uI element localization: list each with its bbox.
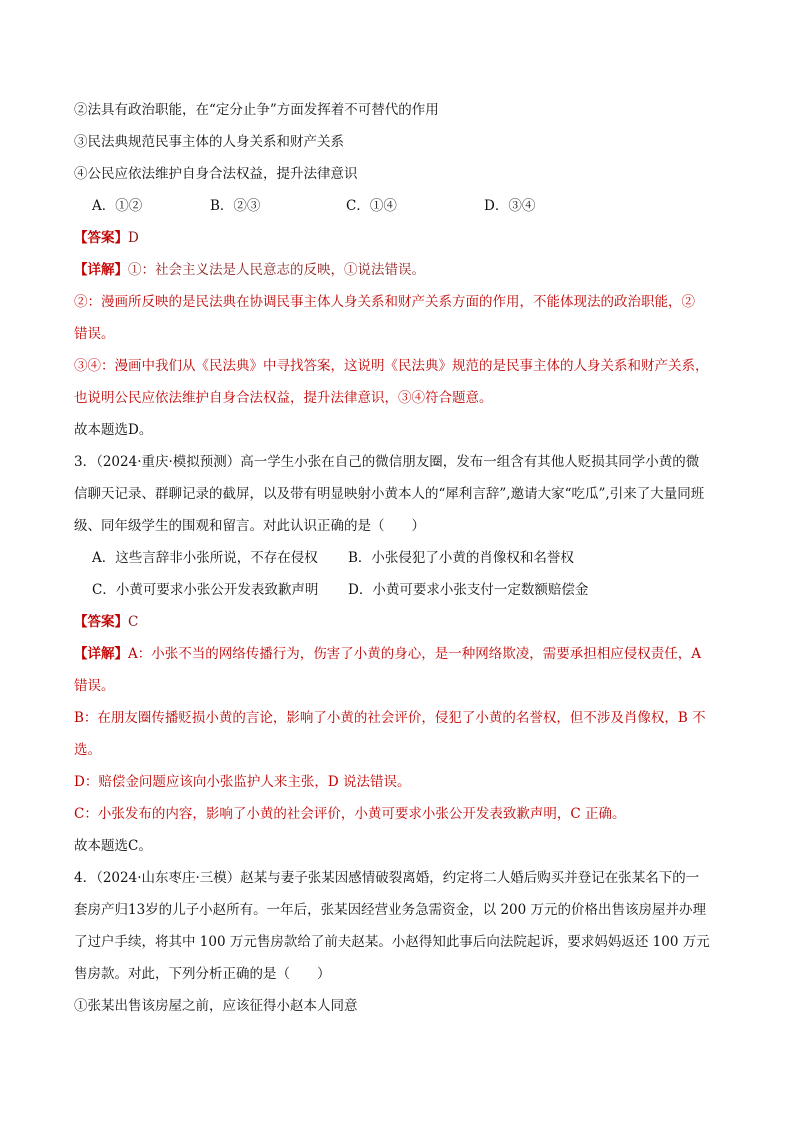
q2-detail-2a: ②：漫画所反映的是民法典在协调民事主体人身关系和财产关系方面的作用，不能体现法的政治职能，②: [74, 294, 695, 310]
q3-stem-1: 3．（2024·重庆·模拟预测）高一学生小张在自己的微信朋友圈，发布一组含有其他人贬损其同学小黄的微: [74, 454, 700, 470]
q2-conclusion: 故本题选D。: [74, 422, 153, 438]
q3-option-d: D．小黄可要求小张支付一定数额赔偿金: [348, 582, 589, 598]
answer-tag: 【答案】: [74, 230, 128, 246]
answer-value: D: [128, 230, 139, 246]
detail-text: ①：社会主义法是人民意志的反映，①说法错误。: [128, 262, 425, 278]
q3-stem-2: 信聊天记录、群聊记录的截屏，以及带有明显映射小黄本人的“犀利言辞”,邀请大家“吃瓜”,引来了大量同班: [74, 486, 705, 502]
q2-option-d: D．③④: [484, 198, 536, 214]
q2-item-2: ②法具有政治职能，在“定分止争”方面发挥着不可替代的作用: [74, 102, 439, 118]
q2-detail-1: [74, 260, 425, 280]
detail-tag: 【详解】: [74, 646, 128, 662]
q3-option-b: B．小张侵犯了小黄的肖像权和名誉权: [348, 550, 574, 566]
q4-stem-4: 售房款。对此，下列分析正确的是（ ）: [74, 966, 331, 982]
q3-detail-a1: [74, 644, 701, 664]
answer-value: C: [128, 614, 139, 630]
q3-detail-d: D：赔偿金问题应该向小张监护人来主张，D 说法错误。: [74, 774, 411, 790]
detail-text: A：小张不当的网络传播行为，伤害了小黄的身心，是一种网络欺凌，需要承担相应侵权责任，A: [128, 646, 701, 662]
q2-answer: [74, 228, 139, 248]
q2-detail-3a: ③④：漫画中我们从《民法典》中寻找答案，这说明《民法典》规范的是民事主体的人身关系和财产关系，: [74, 358, 709, 374]
q2-option-b: B．②③: [210, 198, 261, 214]
q4-stem-3: 了过户手续，将其中 100 万元售房款给了前夫赵某。小赵得知此事后向法院起诉，要求妈妈返还 100 万元: [74, 934, 710, 950]
q2-detail-3b: 也说明公民应依法维护自身合法权益，提升法律意识，③④符合题意。: [74, 390, 493, 406]
q3-detail-a2: 错误。: [74, 678, 115, 694]
q3-option-a: A．这些言辞非小张所说，不存在侵权: [92, 550, 318, 566]
detail-tag: 【详解】: [74, 262, 128, 278]
q2-option-c: C．①④: [346, 198, 397, 214]
answer-tag: 【答案】: [74, 614, 128, 630]
q2-item-4: ④公民应依法维护自身合法权益，提升法律意识: [74, 166, 358, 182]
q3-detail-b2: 选。: [74, 742, 101, 758]
q2-item-3: ③民法典规范民事主体的人身关系和财产关系: [74, 134, 344, 150]
q3-detail-c: C：小张发布的内容，影响了小黄的社会评价，小黄可要求小张公开发表致歉声明，C 正确。: [74, 806, 626, 822]
q4-item-1: ①张某出售该房屋之前，应该征得小赵本人同意: [74, 998, 358, 1014]
q3-detail-b1: B：在朋友圈传播贬损小黄的言论，影响了小黄的社会评价，侵犯了小黄的名誉权，但不涉及肖像权，B 不: [74, 710, 706, 726]
q3-conclusion: 故本题选C。: [74, 838, 152, 854]
q3-option-c: C．小黄可要求小张公开发表致歉声明: [92, 582, 319, 598]
q3-stem-3: 级、同年级学生的围观和留言。对此认识正确的是（ ）: [74, 518, 425, 534]
q4-stem-1: 4．（2024·山东枣庄·三模）赵某与妻子张某因感情破裂离婚，约定将二人婚后购买并登记在张某名下的一: [74, 870, 700, 886]
q2-detail-2b: 错误。: [74, 326, 115, 342]
q3-answer: [74, 612, 138, 632]
q4-stem-2: 套房产归13岁的儿子小赵所有。一年后，张某因经营业务急需资金，以 200 万元的价格出售该房屋并办理: [74, 902, 707, 918]
q2-option-a: A．①②: [92, 198, 143, 214]
